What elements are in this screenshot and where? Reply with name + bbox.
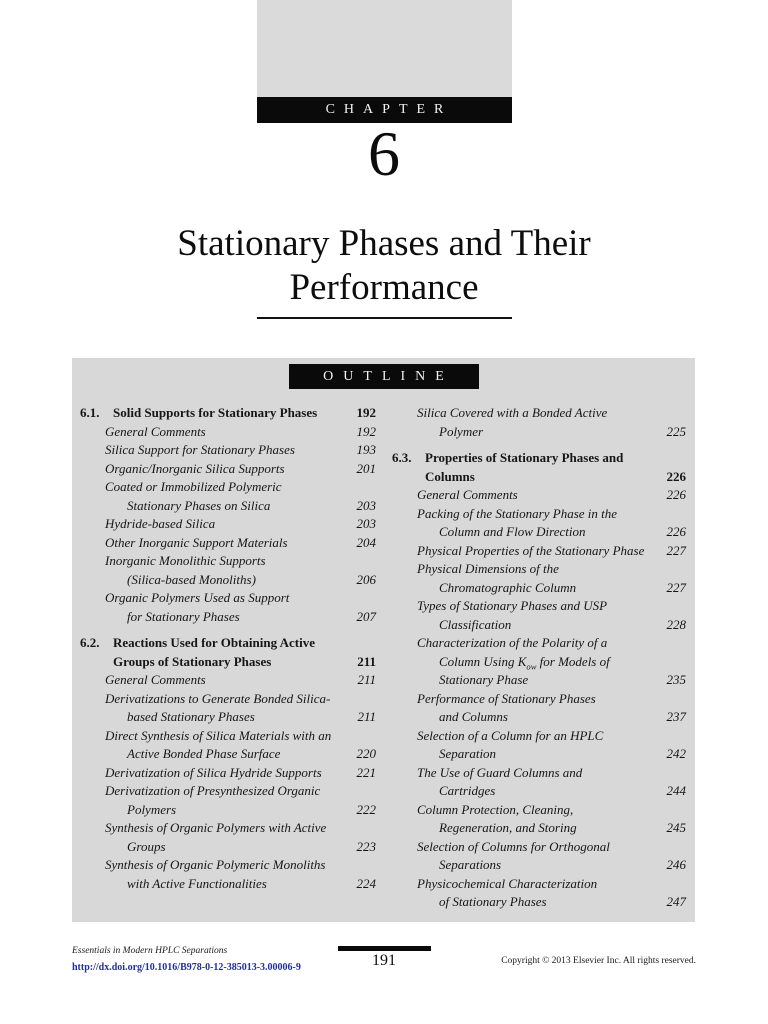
outline-page-number: 224 <box>356 875 376 891</box>
outline-line <box>392 838 686 857</box>
outline-page-number: 206 <box>356 571 376 587</box>
outline-line <box>392 708 686 727</box>
outline-line <box>392 764 686 783</box>
outline-page-number: 204 <box>356 534 376 550</box>
outline-item-label: Organic/Inorganic Silica Supports <box>105 460 285 476</box>
outline-line <box>80 838 376 857</box>
outline-page-number: 211 <box>357 709 376 724</box>
outline-item-label: and Columns <box>439 709 508 724</box>
outline-line <box>392 486 686 505</box>
outline-line <box>80 515 376 534</box>
outline-line <box>392 523 686 542</box>
outline-item-label: of Stationary Phases <box>439 894 547 909</box>
chapter-title-line-1: Stationary Phases and Their <box>177 223 591 264</box>
outline-topic-entry <box>80 819 376 856</box>
outline-page-number: 203 <box>356 497 376 513</box>
outline-line <box>392 560 686 579</box>
outline-line <box>392 423 686 442</box>
outline-page-number: 227 <box>666 579 686 595</box>
outline-item-label: Physical Properties of the Stationary Phase <box>417 542 645 558</box>
chapter-banner: CHAPTER <box>257 97 512 123</box>
outline-item-label: Selection of a Column for an HPLC <box>417 727 604 743</box>
outline-topic-entry <box>80 782 376 819</box>
outline-line <box>80 745 376 764</box>
outline-page-number: 226 <box>666 524 686 539</box>
outline-item-label: Column Using $K_{ow}$ for Models of <box>439 653 610 672</box>
outline-item-label: Silica Covered with a Bonded Active <box>417 405 608 420</box>
outline-item-label: Other Inorganic Support Materials <box>105 534 288 550</box>
outline-line <box>80 653 376 672</box>
outline-topic-entry <box>80 552 376 589</box>
outline-item-label: Separations <box>439 857 502 872</box>
outline-item-label: Packing of the Stationary Phase in the <box>417 505 618 521</box>
outline-topic-entry <box>80 690 376 727</box>
outline-page-number: 193 <box>356 442 376 457</box>
outline-line <box>392 875 686 894</box>
outline-item-label: Cartridges <box>439 783 496 798</box>
outline-line <box>80 708 376 727</box>
page-number: 191 <box>372 952 396 969</box>
outline-topic-entry <box>80 856 376 893</box>
outline-section-entry <box>392 449 686 486</box>
outline-page-number: 227 <box>666 542 686 558</box>
outline-item-label: Reactions Used for Obtaining Active <box>113 635 315 650</box>
outline-topic-entry <box>392 404 686 441</box>
outline-topic-entry <box>80 589 376 626</box>
outline-line <box>392 542 686 561</box>
outline-line <box>80 478 376 497</box>
outline-line <box>392 671 686 690</box>
outline-page-number: 247 <box>666 894 686 909</box>
outline-page-number: 201 <box>356 460 376 476</box>
title-rule <box>257 317 512 319</box>
outline-line <box>80 856 376 875</box>
outline-topic-entry <box>392 505 686 542</box>
outline-page-number: 235 <box>666 672 686 687</box>
outline-topic-entry <box>80 534 376 553</box>
outline-topic-entry <box>392 727 686 764</box>
footer-center <box>337 946 431 971</box>
outline-item-label: Regeneration, and Storing <box>439 820 577 835</box>
outline-item-label: Performance of Stationary Phases <box>417 690 596 706</box>
outline-line <box>80 571 376 590</box>
outline-page-number: 211 <box>357 653 376 669</box>
outline-item-label: for Stationary Phases <box>127 608 240 624</box>
chapter-title <box>0 222 768 310</box>
outline-item-label: Selection of Columns for Orthogonal <box>417 838 610 854</box>
outline-topic-entry <box>80 460 376 479</box>
section-number: 6.2. <box>80 635 100 650</box>
outline-line <box>80 764 376 783</box>
outline-topic-entry <box>80 478 376 515</box>
outline-box <box>72 358 695 922</box>
outline-item-label: Types of Stationary Phases and USP <box>417 598 608 613</box>
outline-line <box>392 579 686 598</box>
outline-item-label: Classification <box>439 616 512 632</box>
outline-topic-entry <box>392 801 686 838</box>
section-number: 6.1. <box>80 405 100 420</box>
outline-page-number: 192 <box>356 405 376 420</box>
footer-left <box>72 945 301 975</box>
outline-line <box>80 608 376 627</box>
outline-topic-entry <box>392 542 686 561</box>
outline-item-label: with Active Functionalities <box>127 875 267 891</box>
outline-item-label: Coated or Immobilized Polymeric <box>105 479 282 494</box>
outline-item-label: Characterization of the Polarity of a <box>417 635 608 650</box>
outline-section-entry <box>80 634 376 671</box>
outline-page-number: 244 <box>666 783 686 798</box>
outline-item-label: Polymers <box>127 801 177 817</box>
doi-link[interactable]: http://dx.doi.org/10.1016/B978-0-12-385013-3.00006-9 <box>72 962 301 973</box>
outline-line <box>392 856 686 875</box>
outline-line <box>80 875 376 894</box>
outline-page-number: 245 <box>666 820 686 835</box>
outline-line <box>80 460 376 479</box>
outline-topic-entry <box>392 690 686 727</box>
outline-columns <box>72 389 695 912</box>
outline-column-left <box>80 404 376 912</box>
outline-line <box>392 616 686 635</box>
outline-item-label: Physical Dimensions of the <box>417 561 559 576</box>
outline-item-label: The Use of Guard Columns and <box>417 764 583 780</box>
outline-line <box>80 690 376 709</box>
outline-topic-entry <box>80 423 376 442</box>
outline-page-number: 242 <box>666 746 686 761</box>
outline-item-label: Synthesis of Organic Polymers with Active <box>105 820 327 835</box>
chapter-figure-placeholder <box>257 0 512 97</box>
copyright-notice: Copyright © 2013 Elsevier Inc. All rights reserved. <box>501 956 696 966</box>
outline-line <box>80 819 376 838</box>
outline-item-label: Active Bonded Phase Surface <box>127 746 281 761</box>
outline-item-label: Chromatographic Column <box>439 579 577 595</box>
outline-item-label: Organic Polymers Used as Support <box>105 590 290 605</box>
outline-topic-entry <box>80 671 376 690</box>
outline-line <box>392 404 686 423</box>
outline-line <box>392 690 686 709</box>
outline-line <box>80 534 376 553</box>
outline-page-number: 220 <box>356 746 376 761</box>
outline-line <box>80 441 376 460</box>
outline-topic-entry <box>392 634 686 690</box>
outline-line <box>80 423 376 442</box>
outline-item-label: Silica Support for Stationary Phases <box>105 442 295 457</box>
outline-topic-entry <box>392 764 686 801</box>
outline-line <box>80 727 376 746</box>
outline-line <box>392 653 686 672</box>
outline-topic-entry <box>392 597 686 634</box>
outline-page-number: 223 <box>356 838 376 854</box>
outline-item-label: Synthesis of Organic Polymeric Monoliths <box>105 857 326 872</box>
outline-line <box>392 745 686 764</box>
outline-item-label: Columns <box>425 468 475 484</box>
outline-item-label: Polymer <box>439 423 484 439</box>
outline-topic-entry <box>80 764 376 783</box>
outline-item-label: Inorganic Monolithic Supports <box>105 553 266 568</box>
outline-item-label: Solid Supports for Stationary Phases <box>113 405 318 420</box>
outline-topic-entry <box>80 727 376 764</box>
outline-column-right <box>392 404 686 912</box>
outline-item-label: General Comments <box>417 487 518 502</box>
outline-page-number: 246 <box>666 857 686 872</box>
outline-item-label: Stationary Phases on Silica <box>127 497 271 513</box>
outline-item-label: Derivatizations to Generate Bonded Silica- <box>105 690 331 706</box>
outline-topic-entry <box>392 486 686 505</box>
outline-line <box>80 497 376 516</box>
outline-line <box>392 597 686 616</box>
outline-line <box>392 801 686 820</box>
outline-item-label: (Silica-based Monoliths) <box>127 571 256 587</box>
outline-item-label: Column Protection, Cleaning, <box>417 801 574 817</box>
outline-line <box>80 552 376 571</box>
outline-item-label: Direct Synthesis of Silica Materials with an <box>105 727 332 743</box>
outline-item-label: Separation <box>439 746 497 761</box>
outline-line <box>80 801 376 820</box>
outline-page-number: 222 <box>356 801 376 817</box>
outline-line <box>80 671 376 690</box>
outline-page-number: 228 <box>666 616 686 632</box>
outline-topic-entry <box>392 560 686 597</box>
outline-line <box>392 449 686 468</box>
outline-topic-entry <box>80 441 376 460</box>
outline-item-label: Derivatization of Silica Hydride Supports <box>105 764 322 780</box>
outline-heading: OUTLINE <box>289 364 479 389</box>
outline-page-number: 237 <box>666 709 686 724</box>
outline-item-label: Properties of Stationary Phases and <box>425 450 624 465</box>
outline-line <box>392 505 686 524</box>
outline-line <box>392 893 686 912</box>
outline-line <box>80 634 376 653</box>
outline-page-number: 207 <box>356 608 376 624</box>
outline-item-label: Hydride-based Silica <box>105 516 216 531</box>
outline-topic-entry <box>392 838 686 875</box>
outline-page-number: 225 <box>666 423 686 439</box>
outline-item-label: Groups of Stationary Phases <box>113 653 272 669</box>
outline-item-label: Physicochemical Characterization <box>417 875 598 891</box>
chapter-number: 6 <box>368 118 400 189</box>
outline-page-number: 221 <box>356 764 376 780</box>
chapter-title-line-2: Performance <box>289 267 479 308</box>
outline-topic-entry <box>80 515 376 534</box>
outline-item-label: Groups <box>127 838 166 854</box>
outline-item-label: Stationary Phase <box>439 672 529 687</box>
outline-page-number: 226 <box>666 468 686 484</box>
outline-line <box>392 634 686 653</box>
outline-line <box>392 782 686 801</box>
outline-section-entry <box>80 404 376 423</box>
book-title: Essentials in Modern HPLC Separations <box>72 946 228 956</box>
outline-item-label: General Comments <box>105 672 206 687</box>
outline-topic-entry <box>392 875 686 912</box>
outline-line <box>392 819 686 838</box>
outline-line <box>80 589 376 608</box>
outline-line <box>392 468 686 487</box>
outline-line <box>80 782 376 801</box>
outline-page-number: 203 <box>356 516 376 531</box>
outline-item-label: General Comments <box>105 423 206 439</box>
outline-line <box>80 404 376 423</box>
section-number: 6.3. <box>392 450 412 465</box>
outline-page-number: 192 <box>356 423 376 439</box>
outline-page-number: 211 <box>357 672 376 687</box>
outline-line <box>392 727 686 746</box>
outline-item-label: based Stationary Phases <box>127 709 255 724</box>
outline-item-label: Derivatization of Presynthesized Organic <box>105 783 321 798</box>
outline-item-label: Column and Flow Direction <box>439 524 586 539</box>
outline-page-number: 226 <box>666 487 686 502</box>
